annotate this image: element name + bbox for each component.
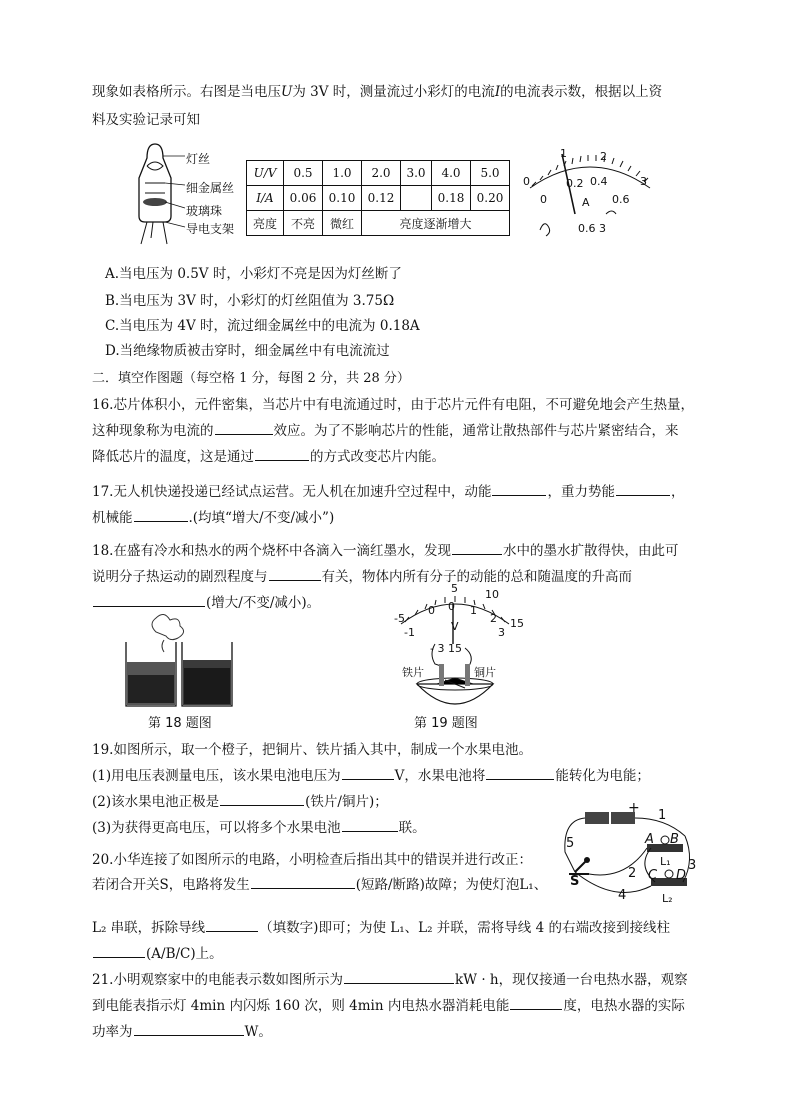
q20-line-3: L₂ 串联，拆除导线 （填数字)即可；为使 L₁、L₂ 并联，需将导线 4 的右端改接到接线柱 <box>92 916 670 936</box>
q21-blank-1[interactable] <box>344 969 454 984</box>
q16-line-2: 这种现象称为电流的 效应。为了不影响芯片的性能，通常让散热部件与芯片紧密结合，来 <box>92 419 679 439</box>
q19-blank-2[interactable] <box>486 765 554 780</box>
ammeter-top-3: 3 <box>640 175 647 188</box>
intro-line-2: 料及实验记录可知 <box>92 112 200 128</box>
voltmeter-top-15: 15 <box>510 617 524 630</box>
ammeter-top-1: 1 <box>560 147 567 160</box>
voltmeter-terminals: - 3 15 <box>430 642 462 655</box>
q18-line-3: (增大/不变/减小)。 <box>92 591 320 611</box>
circuit-plus: + <box>628 800 640 816</box>
q17-blank-3[interactable] <box>134 507 188 522</box>
lamp-L2-label: L₂ <box>662 892 673 905</box>
circuit-label-5: 5 <box>566 836 575 851</box>
q21-line-1: 21.小明观察家中的电能表示数如图所示为 kW · h，现仅接通一台电热水器，观察 <box>92 968 688 988</box>
q20-blank-1[interactable] <box>251 874 355 889</box>
voltmeter-top-0: 0 <box>448 600 455 613</box>
q16-blank-2[interactable] <box>255 446 309 461</box>
table-row: 亮度 不亮 微红 亮度逐渐增大 <box>247 211 510 236</box>
q19-line-2: (2)该水果电池正极是 (铁片/铜片)； <box>92 790 388 810</box>
ammeter-bottom-3: 0.6 <box>612 193 630 206</box>
q21-line-3: 功率为 W。 <box>92 1020 272 1040</box>
q19-line-1: (1)用电压表测量电压，该水果电池电压为 V，水果电池将 能转化为电能； <box>92 764 650 784</box>
section-2-title: 二．填空作图题（每空格 1 分，每图 2 分，共 28 分） <box>92 371 410 386</box>
voltmeter-bottom-1: 1 <box>470 604 477 617</box>
intro-line-1: 现象如表格所示。右图是当电压U为 3V 时，测量流过小彩灯的电流I的电流表示数，根据以上资 <box>92 84 663 100</box>
q20-line-4: (A/B/C)上。 <box>92 942 223 962</box>
ammeter-bottom-2: 0.4 <box>590 175 608 188</box>
voltmeter-bottom-2: 2 <box>490 612 497 625</box>
q18-blank-3[interactable] <box>93 592 205 607</box>
q18-blank-2[interactable] <box>269 566 321 581</box>
voltmeter-top-5: 5 <box>451 582 458 595</box>
q17-blank-2[interactable] <box>616 481 670 496</box>
lamp-label-support: 导电支架 <box>186 222 235 236</box>
ammeter-top-2: 2 <box>600 150 607 163</box>
q17-blank-1[interactable] <box>492 481 546 496</box>
ammeter-unit: A <box>582 196 590 209</box>
fig18-caption: 第 18 题图 <box>148 716 212 731</box>
q21-blank-2[interactable] <box>510 995 562 1010</box>
q20-line-1: 20.小华连接了如图所示的电路，小明检查后指出其中的错误并进行改正： <box>92 852 532 868</box>
q21-blank-3[interactable] <box>134 1021 244 1036</box>
circuit-label-4: 4 <box>618 888 627 903</box>
terminal-C: C <box>648 868 658 883</box>
voltmeter-unit: V <box>451 620 459 633</box>
data-table <box>246 160 510 236</box>
copper-plate-label: 铜片 <box>474 666 496 679</box>
q18-line-1: 18.在盛有冷水和热水的两个烧杯中各滴入一滴红墨水，发现 水中的墨水扩散得快，由此可 <box>92 539 678 559</box>
fig19-caption: 第 19 题图 <box>414 716 478 731</box>
voltmeter-bottom-0: 0 <box>428 604 435 617</box>
circuit-label-2: 2 <box>628 866 637 881</box>
iron-plate-label: 铁片 <box>402 666 424 679</box>
q19-blank-1[interactable] <box>342 765 394 780</box>
lamp-label-thin-wire: 细金属丝 <box>186 181 235 195</box>
terminal-B: B <box>670 832 679 847</box>
q19-line-3: (3)为获得更高电压，可以将多个水果电池 联。 <box>92 816 426 836</box>
table-row: U/V 0.5 1.0 2.0 3.0 4.0 5.0 <box>247 161 510 186</box>
q19-blank-4[interactable] <box>342 817 398 832</box>
voltmeter-bottom-neg1: -1 <box>404 626 415 639</box>
circuit-label-1: 1 <box>658 808 667 823</box>
voltmeter-top-neg5: -5 <box>394 612 405 625</box>
q17-line-2: 机械能 .(均填“增大/不变/减小”) <box>92 506 334 526</box>
q15-option-a: A.当电压为 0.5V 时，小彩灯不亮是因为灯丝断了 <box>105 266 402 282</box>
q16-line-3: 降低芯片的温度，这是通过 的方式改变芯片内能。 <box>92 445 445 465</box>
voltmeter-top-10: 10 <box>485 588 499 601</box>
ammeter-bottom-1: 0.2 <box>566 177 584 190</box>
ammeter-top-0: 0 <box>523 175 530 188</box>
q15-option-c: C.当电压为 4V 时，流过细金属丝中的电流为 0.18A <box>105 318 420 334</box>
ammeter-bottom-0: 0 <box>540 193 547 206</box>
q18-line-2: 说明分子热运动的剧烈程度与 有关，物体内所有分子的动能的总和随温度的升高而 <box>92 565 632 585</box>
circuit-diagram <box>555 800 705 910</box>
q19-line-0: 19.如图所示，取一个橙子，把铜片、铁片插入其中，制成一个水果电池。 <box>92 742 532 758</box>
q15-option-d: D.当绝缘物质被击穿时，细金属丝中有电流流过 <box>105 343 390 359</box>
terminal-D: D <box>676 868 687 883</box>
table-row: I/A 0.06 0.10 0.12 0.18 0.20 <box>247 186 510 211</box>
switch-S-label: S <box>570 874 580 889</box>
q20-blank-2[interactable] <box>206 917 258 932</box>
terminal-A: A <box>645 832 654 847</box>
ammeter-terminals: 0.6 3 <box>578 222 606 235</box>
lamp-label-glass-bead: 玻璃珠 <box>186 204 223 218</box>
lamp-label-filament: 灯丝 <box>186 152 211 166</box>
lamp-L1-label: L₁ <box>660 855 671 868</box>
q17-line-1: 17.无人机快递投递已经试点运营。无人机在加速升空过程中，动能 ，重力势能 ， <box>92 480 684 500</box>
q19-blank-3[interactable] <box>220 791 304 806</box>
q20-line-2: 若闭合开关S，电路将发生 (短路/断路)故障；为使灯泡L₁、 <box>92 873 547 893</box>
q15-option-b: B.当电压为 3V 时，小彩灯的灯丝阻值为 3.75Ω <box>105 293 395 309</box>
voltmeter-bottom-3: 3 <box>498 626 505 639</box>
q18-blank-1[interactable] <box>452 540 502 555</box>
beakers-figure <box>120 610 240 710</box>
q21-line-2: 到电能表指示灯 4min 内闪烁 160 次，则 4min 内电热水器消耗电能 度，电热水器的实际 <box>92 994 685 1014</box>
q16-line-1: 16.芯片体积小，元件密集，当芯片中有电流通过时，由于芯片元件有电阻，不可避免地会产生热量， <box>92 397 694 413</box>
q20-blank-3[interactable] <box>93 943 145 958</box>
circuit-label-3: 3 <box>688 858 697 873</box>
q16-blank-1[interactable] <box>215 420 273 435</box>
